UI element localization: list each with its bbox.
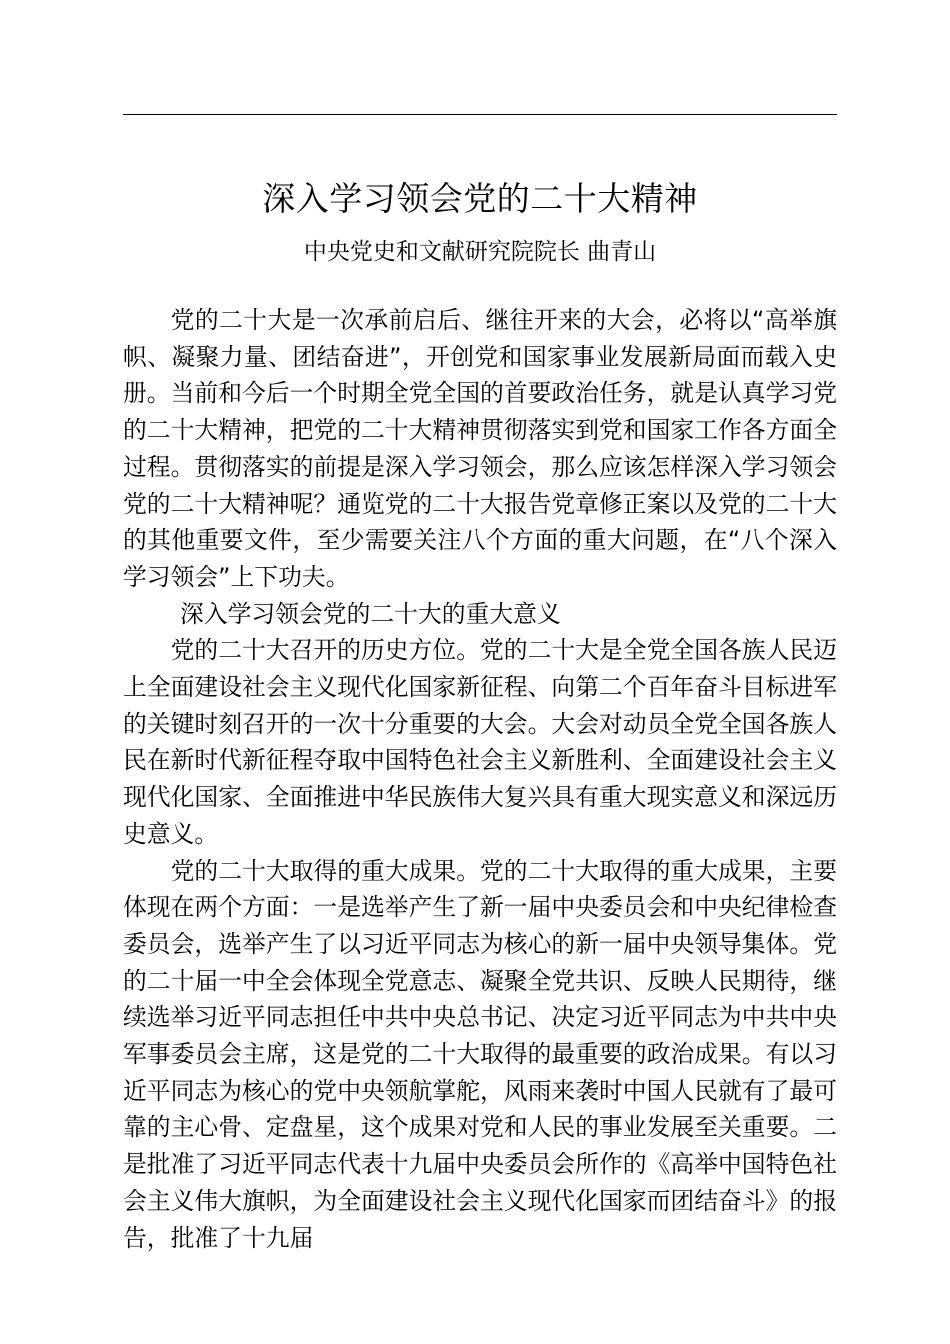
intro-paragraph: 党的二十大是一次承前启后、继往开来的大会，必将以“高举旗帜、凝聚力量、团结奋进”，开创党和国家事业发展新局面而载入史册。当前和今后一个时期全党全国的首要政治任务，就是认真学习党的二十大精神，把党的二十大精神贯彻落实到党和国家工作各方面全过程。贯彻落实的前提是深入学习领会，那么应该怎样深入学习领会党的二十大精神呢？通览党的二十大报告党章修正案以及党的二十大的其他重要文件，至少需要关注八个方面的重大问题，在“八个深入学习领会”上下功夫。 [123, 306, 837, 591]
body-paragraph-major-achievements: 党的二十大取得的重大成果。党的二十大取得的重大成果，主要体现在两个方面：一是选举产生了新一届中央委员会和中央纪律检查委员会，选举产生了以习近平同志为核心的新一届中央领导集体。党的二十届一中全会体现全党意志、凝聚全党共识、反映人民期待，继续选举习近平同志担任中共中央总书记、决定习近平同志为中共中央军事委员会主席，这是党的二十大取得的最重要的政治成果。有以习近平同志为核心的党中央领航掌舵，风雨来袭时中国人民就有了最可靠的主心骨、定盘星，这个成果对党和人民的事业发展至关重要。二是批准了习近平同志代表十九届中央委员会所作的《高举中国特色社会主义伟大旗帜，为全面建设社会主义现代化国家而团结奋斗》的报告，批准了十九届 [123, 856, 837, 1252]
header-rule [123, 114, 837, 115]
section-heading: 深入学习领会党的二十大的重大意义 [180, 599, 561, 628]
author-line: 中央党史和文献研究院院长 曲青山 [303, 239, 657, 265]
document-body [123, 302, 837, 1256]
document-title: 深入学习领会党的二十大精神 [262, 179, 698, 218]
body-paragraph-historical-position: 党的二十大召开的历史方位。党的二十大是全党全国各族人民迈上全面建设社会主义现代化国家新征程、向第二个百年奋斗目标进军的关键时刻召开的一次十分重要的大会。大会对动员全党全国各族人民在新时代新征程夺取中国特色社会主义新胜利、全面建设社会主义现代化国家、全面推进中华民族伟大复兴具有重大现实意义和深远历史意义。 [123, 636, 837, 848]
